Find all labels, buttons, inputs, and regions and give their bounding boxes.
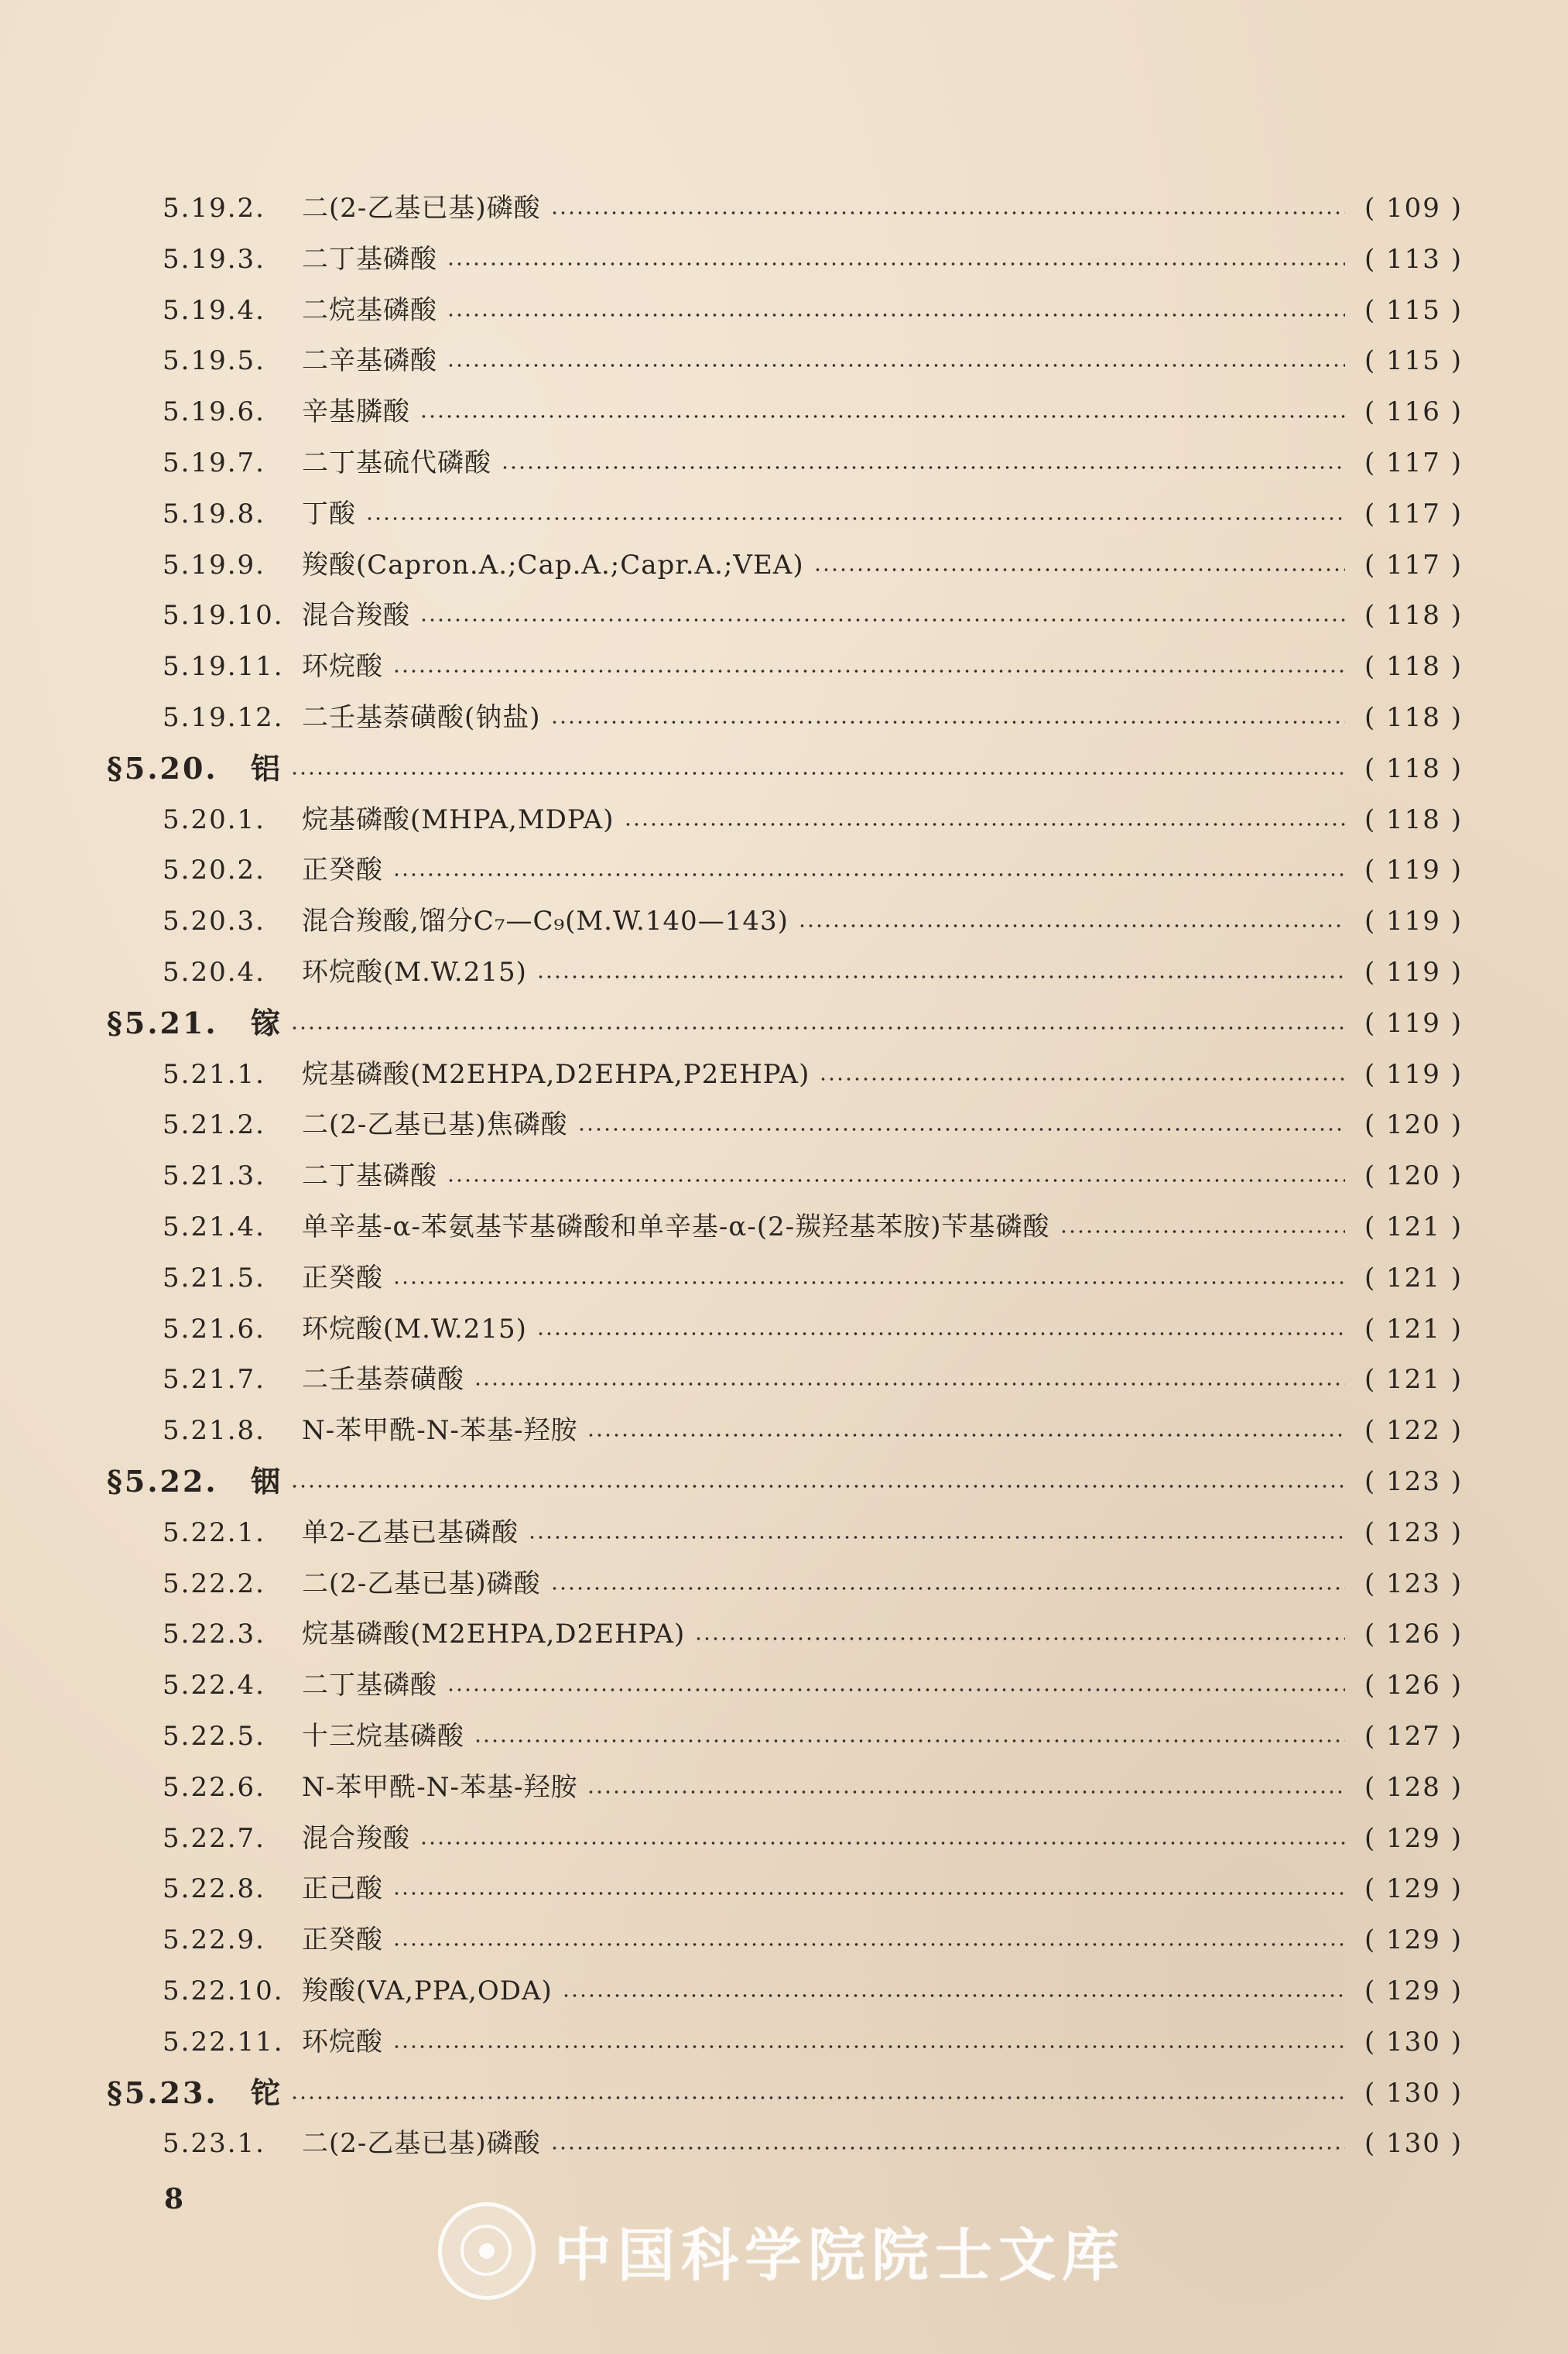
toc-entry-title: 环烷酸 bbox=[302, 2027, 383, 2058]
toc-page-reference: ( 113 ) bbox=[1364, 244, 1463, 275]
toc-entry-title: 烷基磷酸(MHPA,MDPA) bbox=[302, 804, 615, 835]
toc-entry-number: 5.20.2. bbox=[163, 855, 265, 886]
dot-leader bbox=[290, 1026, 1345, 1030]
dot-leader bbox=[419, 1841, 1345, 1845]
toc-page-reference: ( 121 ) bbox=[1364, 1263, 1463, 1294]
toc-entry-row bbox=[163, 335, 1463, 386]
toc-page-reference: ( 129 ) bbox=[1364, 1873, 1463, 1904]
toc-entry-title: 二丁基磷酸 bbox=[302, 244, 437, 275]
toc-entry-number: §5.23. bbox=[107, 2075, 218, 2110]
toc-page-reference: ( 121 ) bbox=[1364, 1364, 1463, 1395]
dot-leader bbox=[392, 2044, 1345, 2049]
toc-entry-number: 5.22.8. bbox=[163, 1873, 265, 1904]
toc-entry-number: §5.21. bbox=[107, 1006, 218, 1040]
dot-leader bbox=[392, 872, 1345, 877]
toc-entry-row bbox=[163, 234, 1463, 285]
toc-entry-title: 二壬基萘磺酸 bbox=[302, 1364, 464, 1395]
toc-page-reference: ( 118 ) bbox=[1364, 600, 1463, 631]
toc-page-reference: ( 120 ) bbox=[1364, 1160, 1463, 1191]
toc-entry-row bbox=[163, 947, 1463, 998]
toc-entry-number: 5.21.4. bbox=[163, 1211, 265, 1242]
toc-entry-number: 5.22.10. bbox=[163, 1975, 284, 2006]
dot-leader bbox=[447, 363, 1345, 368]
cas-seal-icon bbox=[438, 2202, 536, 2300]
dot-leader bbox=[365, 516, 1345, 521]
toc-entry-row bbox=[163, 1609, 1463, 1660]
toc-entry-row bbox=[163, 1507, 1463, 1558]
dot-leader bbox=[536, 1331, 1345, 1336]
toc-entry-row bbox=[163, 1201, 1463, 1252]
toc-entry-number: 5.19.6. bbox=[163, 396, 265, 427]
toc-entry-number: 5.22.4. bbox=[163, 1670, 265, 1701]
toc-entry-title: 单2-乙基已基磷酸 bbox=[302, 1517, 519, 1548]
toc-entry-row bbox=[163, 692, 1463, 743]
toc-entry-number: 5.21.7. bbox=[163, 1364, 265, 1395]
toc-entry-row bbox=[163, 183, 1463, 234]
toc-entry-number: 5.19.3. bbox=[163, 244, 265, 275]
toc-entry-title: 铊 bbox=[251, 2075, 282, 2110]
toc-entry-row bbox=[163, 1049, 1463, 1100]
toc-entry-title: 正己酸 bbox=[302, 1873, 383, 1904]
toc-page-reference: ( 118 ) bbox=[1364, 702, 1463, 733]
toc-entry-row bbox=[163, 1914, 1463, 1965]
toc-entry-title: 烷基磷酸(M2EHPA,D2EHPA,P2EHPA) bbox=[302, 1059, 810, 1090]
toc-entry-row bbox=[163, 1099, 1463, 1150]
toc-page-reference: ( 109 ) bbox=[1364, 193, 1463, 224]
toc-entry-number: 5.21.8. bbox=[163, 1415, 265, 1446]
toc-entry-number: 5.21.5. bbox=[163, 1263, 265, 1294]
toc-page-reference: ( 130 ) bbox=[1364, 2027, 1463, 2058]
dot-leader bbox=[587, 1433, 1345, 1437]
toc-entry-row bbox=[163, 896, 1463, 947]
dot-leader bbox=[694, 1636, 1345, 1641]
toc-entry-title: 二辛基磷酸 bbox=[302, 345, 437, 376]
toc-entry-title: 二丁基硫代磷酸 bbox=[302, 447, 491, 478]
toc-entry-row bbox=[163, 845, 1463, 896]
toc-entry-row bbox=[163, 1660, 1463, 1711]
toc-entry-title: 二(2-乙基已基)磷酸 bbox=[302, 1568, 541, 1599]
toc-entry-row bbox=[163, 1863, 1463, 1914]
dot-leader bbox=[447, 1688, 1345, 1692]
dot-leader bbox=[447, 1178, 1345, 1183]
toc-page-reference: ( 126 ) bbox=[1364, 1670, 1463, 1701]
toc-entry-number: §5.22. bbox=[107, 1464, 218, 1499]
toc-entry-title: 二(2-乙基已基)磷酸 bbox=[302, 193, 541, 224]
toc-entry-number: 5.22.5. bbox=[163, 1721, 265, 1752]
toc-entry-number: 5.21.6. bbox=[163, 1314, 265, 1345]
toc-entry-number: 5.20.4. bbox=[163, 957, 265, 988]
toc-entry-number: 5.22.6. bbox=[163, 1772, 265, 1803]
dot-leader bbox=[447, 313, 1345, 317]
toc-entry-title: 铟 bbox=[251, 1464, 282, 1499]
toc-entry-row bbox=[163, 540, 1463, 591]
toc-entry-title: 烷基磷酸(M2EHPA,D2EHPA) bbox=[302, 1619, 686, 1650]
toc-entry-title: 单辛基-α-苯氨基苄基磷酸和单辛基-α-(2-羰羟基苯胺)苄基磷酸 bbox=[302, 1211, 1050, 1242]
toc-entry-row bbox=[163, 437, 1463, 488]
toc-entry-number: 5.22.11. bbox=[163, 2027, 284, 2058]
dot-leader bbox=[577, 1127, 1345, 1132]
toc-entry-number: 5.19.2. bbox=[163, 193, 265, 224]
toc-entry-row bbox=[163, 1558, 1463, 1609]
toc-entry-row bbox=[163, 1813, 1463, 1864]
toc-page-reference: ( 119 ) bbox=[1364, 1059, 1463, 1090]
dot-leader bbox=[392, 1280, 1345, 1285]
toc-page-reference: ( 117 ) bbox=[1364, 550, 1463, 581]
toc-page-reference: ( 115 ) bbox=[1364, 345, 1463, 376]
toc-entry-number: 5.19.11. bbox=[163, 651, 284, 682]
toc-page-reference: ( 118 ) bbox=[1364, 753, 1463, 784]
toc-entry-title: 混合羧酸,馏分C₇—C₉(M.W.140—143) bbox=[302, 906, 789, 937]
toc-page-reference: ( 118 ) bbox=[1364, 651, 1463, 682]
toc-entry-number: 5.19.5. bbox=[163, 345, 265, 376]
toc-entry-number: 5.21.3. bbox=[163, 1160, 265, 1191]
toc-entry-row bbox=[163, 2016, 1463, 2068]
toc-entry-title: 二(2-乙基已基)焦磷酸 bbox=[302, 1109, 568, 1140]
toc-entry-title: 环烷酸(M.W.215) bbox=[302, 1314, 527, 1345]
toc-entry-number: 5.22.3. bbox=[163, 1619, 265, 1650]
page-number: 8 bbox=[164, 2183, 184, 2215]
watermark bbox=[438, 2205, 1125, 2297]
toc-entry-row bbox=[163, 1711, 1463, 1762]
toc-entry-row bbox=[163, 1762, 1463, 1813]
toc-entry-number: 5.21.2. bbox=[163, 1109, 265, 1140]
toc-entry-title: N-苯甲酰-N-苯基-羟胺 bbox=[302, 1415, 578, 1446]
toc-section-row bbox=[107, 1456, 1463, 1507]
toc-entry-title: 二丁基磷酸 bbox=[302, 1670, 437, 1701]
toc-page-reference: ( 118 ) bbox=[1364, 804, 1463, 835]
dot-leader bbox=[501, 465, 1345, 470]
toc-entry-title: 铝 bbox=[251, 751, 282, 786]
dot-leader bbox=[474, 1739, 1345, 1743]
toc-entry-row bbox=[163, 285, 1463, 336]
toc-entry-title: 二壬基萘磺酸(钠盐) bbox=[302, 702, 541, 733]
dot-leader bbox=[798, 923, 1345, 928]
toc-page-reference: ( 122 ) bbox=[1364, 1415, 1463, 1446]
toc-page-reference: ( 115 ) bbox=[1364, 295, 1463, 326]
dot-leader bbox=[587, 1790, 1345, 1794]
dot-leader bbox=[550, 1586, 1345, 1591]
dot-leader bbox=[419, 618, 1345, 622]
toc-entry-number: §5.20. bbox=[107, 751, 218, 786]
dot-leader bbox=[528, 1535, 1345, 1540]
toc-entry-title: 羧酸(VA,PPA,ODA) bbox=[302, 1975, 553, 2006]
toc-entry-number: 5.22.9. bbox=[163, 1924, 265, 1955]
dot-leader bbox=[419, 414, 1345, 419]
dot-leader bbox=[550, 211, 1345, 215]
dot-leader bbox=[392, 1942, 1345, 1947]
dot-leader bbox=[290, 1484, 1345, 1489]
toc-entry-number: 5.22.2. bbox=[163, 1568, 265, 1599]
toc-entry-number: 5.19.12. bbox=[163, 702, 284, 733]
toc-page-reference: ( 121 ) bbox=[1364, 1211, 1463, 1242]
toc-page-reference: ( 119 ) bbox=[1364, 906, 1463, 937]
toc-entry-row bbox=[163, 488, 1463, 540]
dot-leader bbox=[290, 2095, 1345, 2100]
toc-entry-row bbox=[163, 1150, 1463, 1201]
toc-page-reference: ( 120 ) bbox=[1364, 1109, 1463, 1140]
dot-leader bbox=[474, 1382, 1345, 1386]
toc-page-reference: ( 128 ) bbox=[1364, 1772, 1463, 1803]
toc-entry-title: 混合羧酸 bbox=[302, 1823, 410, 1854]
toc-page-reference: ( 129 ) bbox=[1364, 1924, 1463, 1955]
toc-entry-title: 正癸酸 bbox=[302, 855, 383, 886]
toc-page-reference: ( 126 ) bbox=[1364, 1619, 1463, 1650]
dot-leader bbox=[447, 262, 1345, 266]
toc-entry-title: 正癸酸 bbox=[302, 1263, 383, 1294]
dot-leader bbox=[819, 1077, 1345, 1081]
toc-section-row bbox=[107, 743, 1463, 794]
toc-page-reference: ( 123 ) bbox=[1364, 1517, 1463, 1548]
dot-leader bbox=[392, 669, 1345, 673]
toc-page-reference: ( 130 ) bbox=[1364, 2078, 1463, 2109]
toc-entry-row bbox=[163, 794, 1463, 845]
dot-leader bbox=[1060, 1229, 1345, 1234]
toc-entry-row bbox=[163, 1304, 1463, 1355]
toc-page-reference: ( 117 ) bbox=[1364, 447, 1463, 478]
dot-leader bbox=[624, 822, 1346, 827]
dot-leader bbox=[550, 720, 1345, 725]
toc-entry-title: 二丁基磷酸 bbox=[302, 1160, 437, 1191]
toc-section-row bbox=[107, 998, 1463, 1049]
toc-entry-row bbox=[163, 1252, 1463, 1304]
toc-entry-row bbox=[163, 386, 1463, 437]
toc-entry-title: 环烷酸 bbox=[302, 651, 383, 682]
toc-entry-title: 辛基膦酸 bbox=[302, 396, 410, 427]
toc-page-reference: ( 121 ) bbox=[1364, 1314, 1463, 1345]
toc-entry-title: 混合羧酸 bbox=[302, 600, 410, 631]
toc-entry-title: 丁酸 bbox=[302, 499, 356, 529]
toc-page-reference: ( 130 ) bbox=[1364, 2128, 1463, 2159]
toc-entry-row bbox=[163, 590, 1463, 641]
toc-entry-title: 羧酸(Capron.A.;Cap.A.;Capr.A.;VEA) bbox=[302, 550, 804, 581]
toc-entry-number: 5.19.10. bbox=[163, 600, 284, 631]
toc-page-reference: ( 129 ) bbox=[1364, 1975, 1463, 2006]
toc-page-reference: ( 119 ) bbox=[1364, 855, 1463, 886]
toc-entry-number: 5.20.3. bbox=[163, 906, 265, 937]
toc-entry-title: 正癸酸 bbox=[302, 1924, 383, 1955]
toc-entry-row bbox=[163, 1965, 1463, 2016]
toc-entry-number: 5.19.9. bbox=[163, 550, 265, 581]
toc-entry-number: 5.19.7. bbox=[163, 447, 265, 478]
toc-page-reference: ( 119 ) bbox=[1364, 1008, 1463, 1039]
toc-entry-number: 5.22.7. bbox=[163, 1823, 265, 1854]
dot-leader bbox=[550, 2146, 1345, 2150]
toc-entry-row bbox=[163, 1405, 1463, 1456]
toc-entry-number: 5.22.1. bbox=[163, 1517, 265, 1548]
toc-page-reference: ( 117 ) bbox=[1364, 499, 1463, 529]
toc-entry-title: N-苯甲酰-N-苯基-羟胺 bbox=[302, 1772, 578, 1803]
toc-page-reference: ( 123 ) bbox=[1364, 1466, 1463, 1497]
toc-entry-title: 二烷基磷酸 bbox=[302, 295, 437, 326]
toc-entry-title: 镓 bbox=[251, 1006, 282, 1040]
toc-entry-title: 环烷酸(M.W.215) bbox=[302, 957, 527, 988]
dot-leader bbox=[813, 567, 1345, 572]
toc-page-reference: ( 129 ) bbox=[1364, 1823, 1463, 1854]
toc-entry-row bbox=[163, 2118, 1463, 2169]
toc-section-row bbox=[107, 2068, 1463, 2119]
toc-entry-row bbox=[163, 641, 1463, 692]
toc-page-reference: ( 123 ) bbox=[1364, 1568, 1463, 1599]
dot-leader bbox=[562, 1993, 1345, 1998]
dot-leader bbox=[290, 771, 1345, 776]
toc-entry-row bbox=[163, 1354, 1463, 1405]
toc-entry-number: 5.19.4. bbox=[163, 295, 265, 326]
watermark-text: 中国科学院院士文库 bbox=[554, 2222, 1125, 2289]
dot-leader bbox=[536, 975, 1345, 979]
toc-entry-number: 5.23.1. bbox=[163, 2128, 265, 2159]
toc-entry-title: 十三烷基磷酸 bbox=[302, 1721, 464, 1752]
toc-entry-title: 二(2-乙基已基)磷酸 bbox=[302, 2128, 541, 2159]
toc-page-reference: ( 127 ) bbox=[1364, 1721, 1463, 1752]
toc-entry-number: 5.21.1. bbox=[163, 1059, 265, 1090]
toc-page-reference: ( 119 ) bbox=[1364, 957, 1463, 988]
toc-entry-number: 5.19.8. bbox=[163, 499, 265, 529]
dot-leader bbox=[392, 1891, 1345, 1896]
toc-page-reference: ( 116 ) bbox=[1364, 396, 1463, 427]
toc-entry-number: 5.20.1. bbox=[163, 804, 265, 835]
